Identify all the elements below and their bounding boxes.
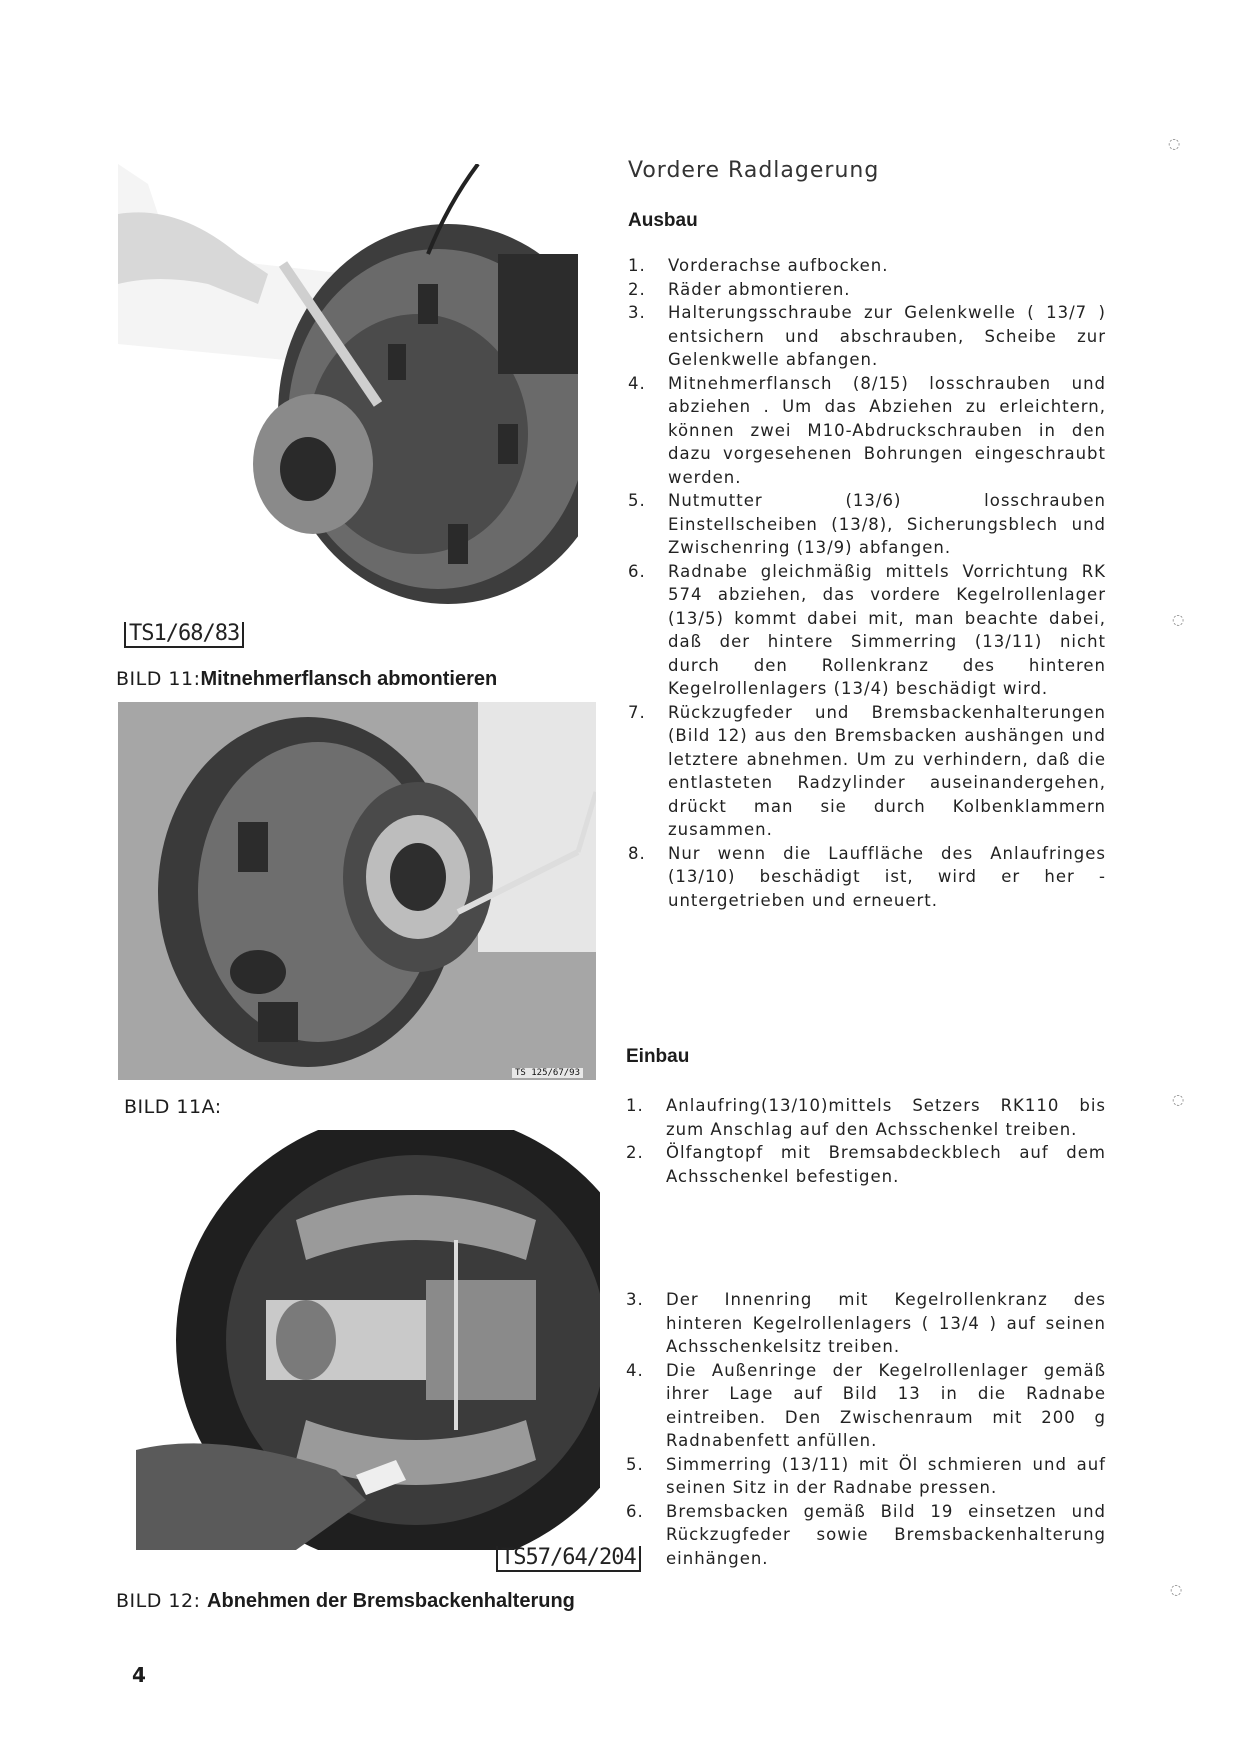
figure-11a-photo: [118, 702, 596, 1080]
figure-12-label: BILD 12:: [116, 1590, 201, 1612]
step-item: [626, 1094, 1106, 1141]
figure-12-caption: [116, 1590, 575, 1613]
figure-11-label: BILD 11:: [116, 668, 201, 690]
step-number: 3.: [626, 1290, 644, 1309]
step-text: Anlaufring(13/10)mittels Setzers RK110 bis zum Anschlag auf den Achsschenkel treiben.: [666, 1096, 1106, 1139]
step-item: [628, 489, 1106, 560]
step-text: Die Außenringe der Kegelrollenlager gemäß ihrer Lage auf Bild 13 in die Radnabe eintreiben. Den Zwischenraum mit 200 g Radnabenfett anfüllen.: [666, 1360, 1106, 1450]
step-item: [628, 301, 1106, 372]
step-item: [628, 560, 1106, 701]
figure-12-title: Abnehmen der Bremsbackenhalterung: [207, 1590, 575, 1612]
einbau-heading: Einbau: [626, 1046, 690, 1067]
step-number: 6.: [626, 1501, 644, 1521]
step-number: 5.: [628, 491, 646, 510]
figure-11-caption: [116, 668, 497, 691]
step-number: 6.: [628, 561, 646, 581]
figure-11a-label: BILD 11A:: [124, 1096, 222, 1118]
step-item: [626, 1453, 1106, 1500]
punch-hole-mark: ◌: [1168, 136, 1181, 152]
step-item: [628, 278, 1106, 302]
step-item: [628, 842, 1106, 913]
punch-hole-mark: ◌: [1172, 1092, 1185, 1108]
step-text: Vorderachse aufbocken.: [668, 256, 889, 275]
einbau-steps-a: [626, 1094, 1106, 1188]
step-text: Rückzugfeder und Bremsbackenhalterungen (Bild 12) aus den Bremsbacken aushängen und letztere abnehmen. Um zu verhindern, daß die entlasteten Radzylinder auseinandergehen, drückt man sie durch Kolbenklammern zusammen.: [668, 702, 1106, 839]
step-number: 1.: [628, 256, 646, 275]
step-item: [626, 1359, 1106, 1453]
step-item: [626, 1141, 1106, 1188]
step-text: Halterungsschraube zur Gelenkwelle ( 13/7 ) entsichern und abschrauben, Scheibe zur Gelenkwelle abfangen.: [668, 303, 1106, 369]
figure-11-photo: [118, 164, 578, 608]
figure-11a-code: TS 125/67/93: [512, 1068, 583, 1078]
step-text: Nutmutter (13/6) losschrauben Einstellscheiben (13/8), Sicherungsblech und Zwischenring (13/9) abfangen.: [668, 491, 1106, 557]
einbau-steps-b: [626, 1288, 1106, 1570]
step-item: [626, 1500, 1106, 1571]
figure-11-code: TS1/68/83: [124, 622, 244, 648]
step-text: Ölfangtopf mit Bremsabdeckblech auf dem Achsschenkel befestigen.: [666, 1143, 1106, 1186]
punch-hole-mark: ◌: [1172, 612, 1185, 628]
step-number: 2.: [626, 1143, 644, 1162]
figure-12-code: TS57/64/204: [496, 1546, 641, 1572]
step-number: 3.: [628, 303, 646, 322]
page-number: 4: [132, 1663, 146, 1687]
step-text: Bremsbacken gemäß Bild 19 einsetzen und Rückzugfeder sowie Bremsbackenhalterung einhängen.: [666, 1501, 1106, 1568]
step-text: Radnabe gleichmäßig mittels Vorrichtung RK 574 abziehen, das vordere Kegelrollenlager (13/5) kommt dabei mit, man beachte dabei, daß der hintere Simmerring (13/11) nicht durch den Rollenkranz des hinteren Kegelrollenlagers (13/4) beschädigt wird.: [668, 561, 1106, 698]
punch-hole-mark: ◌: [1170, 1582, 1183, 1598]
step-text: Mitnehmerflansch (8/15) losschrauben und abziehen . Um das Abziehen zu erleichtern, können zwei M10-Abdruckschrauben in den dazu vorgesehenen Bohrungen eingeschraubt werden.: [668, 373, 1106, 487]
figure-12-photo: [136, 1130, 600, 1550]
step-number: 4.: [628, 373, 646, 393]
step-text: Simmerring (13/11) mit Öl schmieren und auf seinen Sitz in der Radnabe pressen.: [666, 1454, 1106, 1497]
step-text: Nur wenn die Lauffläche des Anlaufringes (13/10) beschädigt ist, wird er her - untergetrieben und erneuert.: [668, 843, 1106, 910]
step-number: 5.: [626, 1454, 644, 1474]
step-number: 1.: [626, 1096, 644, 1115]
step-number: 8.: [628, 843, 646, 863]
ausbau-heading: Ausbau: [628, 210, 698, 231]
step-item: [628, 372, 1106, 490]
step-number: 7.: [628, 702, 646, 722]
figure-11a-caption: [124, 1096, 222, 1119]
section-title: Vordere Radlagerung: [628, 158, 880, 183]
step-text: Der Innenring mit Kegelrollenkranz des hinteren Kegelrollenlagers ( 13/4 ) auf seinen Achsschenkelsitz treiben.: [666, 1290, 1106, 1356]
step-item: [628, 701, 1106, 842]
step-item: [626, 1288, 1106, 1359]
step-text: Räder abmontieren.: [668, 279, 851, 299]
step-number: 2.: [628, 279, 646, 299]
step-item: [628, 254, 1106, 278]
ausbau-steps: [628, 254, 1106, 912]
figure-11-title: Mitnehmerflansch abmontieren: [200, 668, 498, 690]
step-number: 4.: [626, 1360, 644, 1380]
